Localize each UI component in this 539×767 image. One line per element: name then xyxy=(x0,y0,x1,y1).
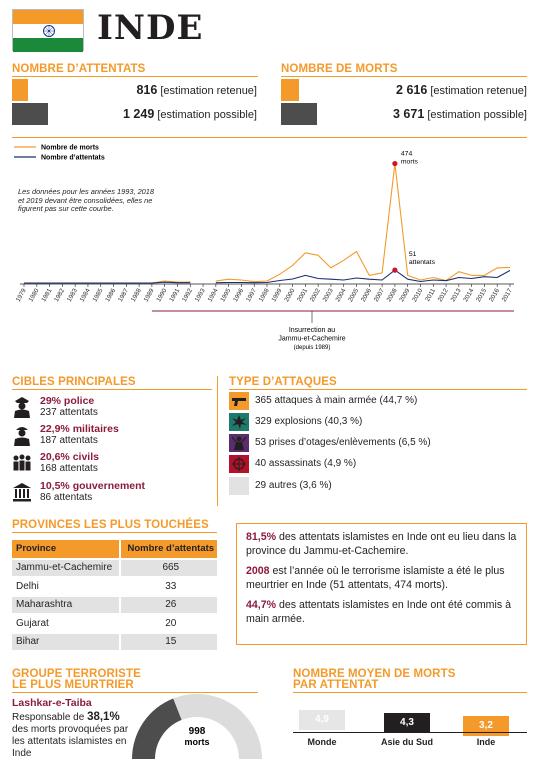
moyen-rule xyxy=(293,692,527,693)
x-tick-label: 1996 xyxy=(232,287,246,304)
page-title: INDE xyxy=(97,8,204,48)
morts-retenue-value: 2 616 xyxy=(396,83,428,97)
period-text: Jammu-et-Cachemire xyxy=(278,335,346,343)
x-tick-label: 1997 xyxy=(244,287,258,304)
legend-label-attentats: Nombre d’attentats xyxy=(41,154,105,162)
cible-item-civils xyxy=(40,452,99,474)
x-tick-label: 1998 xyxy=(257,287,271,304)
x-tick-label: 1983 xyxy=(65,287,79,304)
morts-possible-bar xyxy=(281,103,317,125)
peak-label-unit: morts xyxy=(400,158,418,166)
moyen-label-inde: Inde xyxy=(476,737,496,747)
morts-rule xyxy=(281,76,527,77)
provinces-table xyxy=(12,540,217,652)
province-name: Delhi xyxy=(12,577,120,596)
gun-icon xyxy=(229,392,249,410)
police-icon xyxy=(12,396,32,418)
table-row xyxy=(12,633,217,652)
groupe-donut xyxy=(132,687,262,767)
moyen-label-monde: Monde xyxy=(307,737,337,747)
province-name: Gujarat xyxy=(12,614,120,633)
attentats-possible-bar xyxy=(12,103,48,125)
x-tick-label: 1982 xyxy=(53,287,67,304)
attentats-retenue-label: [estimation retenue] xyxy=(160,85,257,97)
x-tick-label: 1988 xyxy=(129,287,143,304)
soldier-icon xyxy=(12,424,32,446)
moyen-bar-monde: 4,9 xyxy=(299,710,345,730)
cible-pct-police: 29% police xyxy=(40,395,95,407)
x-tick-label: 1994 xyxy=(206,287,220,304)
cibles-heading: CIBLES PRINCIPALES xyxy=(12,376,136,388)
table-row xyxy=(12,596,217,615)
x-tick-label: 2000 xyxy=(283,287,297,304)
fact-item xyxy=(246,531,517,558)
period-text: (depuis 1989) xyxy=(293,345,331,351)
x-tick-label: 2015 xyxy=(475,287,489,304)
peak-label-unit: attentats xyxy=(408,259,435,267)
morts-heading: NOMBRE DE MORTS xyxy=(281,63,398,75)
facts-box xyxy=(236,523,527,645)
fact-strong: 81,5% xyxy=(246,531,277,543)
attentats-retenue xyxy=(136,83,257,97)
morts-retenue-bar xyxy=(281,79,299,101)
attentats-possible-label: [estimation possible] xyxy=(157,109,257,121)
types-heading: TYPE D’ATTAQUES xyxy=(229,376,337,388)
x-tick-label: 2010 xyxy=(411,287,425,304)
donut-arc-lashkar xyxy=(132,698,182,759)
x-tick-label: 2013 xyxy=(449,287,463,304)
assassination-icon xyxy=(229,455,249,473)
type-text-otages: 53 prises d’otages/enlèvements (6,5 %) xyxy=(255,437,431,448)
x-tick-label: 1987 xyxy=(116,287,131,304)
groupe-heading-line1: GROUPE TERRORISTE xyxy=(12,668,141,680)
x-tick-label: 2011 xyxy=(424,287,437,303)
groupe-pct: 38,1% xyxy=(87,711,120,723)
x-tick-label: 1995 xyxy=(219,287,233,304)
period-text: Insurrection au xyxy=(288,327,336,334)
x-tick-label: 2012 xyxy=(436,287,450,304)
cible-count-gouvernement: 86 attentats xyxy=(40,492,93,503)
morts-retenue xyxy=(396,83,527,97)
cible-pct-civils: 20,6% civils xyxy=(40,451,99,463)
india-flag xyxy=(12,9,84,51)
province-name: Jammu-et-Cachemire xyxy=(12,559,120,578)
morts-possible-label: [estimation possible] xyxy=(427,109,527,121)
donut-arc-others xyxy=(173,694,262,759)
hostage-icon xyxy=(229,434,249,452)
province-value: 20 xyxy=(120,614,217,633)
fact-text: des attentats islamistes en Inde ont eu lieu dans la province du Jammu-et-Cachemire. xyxy=(246,531,517,557)
line-chart xyxy=(0,138,539,360)
groupe-description xyxy=(12,711,130,760)
fact-strong: 2008 xyxy=(246,565,270,577)
x-tick-label: 2004 xyxy=(334,287,348,304)
chart-legend xyxy=(14,145,105,162)
moyen-heading-line2: PAR ATTENTAT xyxy=(293,679,379,691)
x-tick-label: 2003 xyxy=(321,287,335,304)
table-row xyxy=(12,559,217,578)
provinces-rule xyxy=(12,532,217,533)
groupe-text-b: des morts provoquées par les attentats islamistes en Inde xyxy=(12,724,129,759)
moyen-baseline xyxy=(293,732,527,733)
chart-lines xyxy=(24,151,510,283)
chart-note: Les données pour les années 1993, 2018 et 2019 devant être consolidées, elles ne figurent pas sur cette courbe. xyxy=(18,187,155,213)
period-annotation xyxy=(152,311,514,351)
x-tick-label: 1979 xyxy=(14,287,28,304)
type-text-autres: 29 autres (3,6 %) xyxy=(255,480,332,491)
x-tick-label: 1986 xyxy=(104,287,118,304)
section-divider xyxy=(217,376,218,506)
table-row xyxy=(12,614,217,633)
groupe-heading-line2: LE PLUS MEURTRIER xyxy=(12,679,134,691)
province-name: Bihar xyxy=(12,633,120,652)
series-line-0 xyxy=(24,164,510,283)
cible-count-militaires: 187 attentats xyxy=(40,435,98,446)
province-name: Maharashtra xyxy=(12,596,120,615)
fact-text: des attentats islamistes en Inde ont été commis à main armée. xyxy=(246,599,511,625)
peak-marker xyxy=(392,268,397,273)
x-tick-label: 2017 xyxy=(500,287,514,304)
peak-marker xyxy=(392,161,397,166)
x-tick-label: 1980 xyxy=(27,287,41,304)
morts-retenue-label: [estimation retenue] xyxy=(430,85,527,97)
government-icon xyxy=(12,481,32,503)
x-tick-label: 2014 xyxy=(462,287,476,304)
cible-pct-militaires: 22,9% militaires xyxy=(40,423,119,435)
cible-item-gouvernement xyxy=(40,481,145,503)
fact-text: est l’année où le terrorisme islamiste a été le plus meurtrier en Inde (51 attentats, 474 morts). xyxy=(246,565,505,591)
x-tick-label: 1984 xyxy=(78,287,92,304)
cibles-rule xyxy=(12,389,212,390)
fact-item xyxy=(246,599,517,626)
moyen-bar-inde: 3,2 xyxy=(463,716,509,736)
table-header-province: Province xyxy=(12,540,120,559)
cible-count-police: 237 attentats xyxy=(40,407,98,418)
x-tick-label: 1999 xyxy=(270,287,284,304)
province-value: 33 xyxy=(120,577,217,596)
x-tick-label: 1990 xyxy=(155,287,169,304)
x-tick-label: 2016 xyxy=(487,287,501,304)
type-text-explosions: 329 explosions (40,3 %) xyxy=(255,416,363,427)
table-row xyxy=(12,577,217,596)
moyen-label-asie: Asie du Sud xyxy=(380,737,433,747)
cible-count-civils: 168 attentats xyxy=(40,463,98,474)
explosion-icon xyxy=(229,413,249,431)
donut-center-unit: morts xyxy=(184,737,210,747)
attentats-possible-value: 1 249 xyxy=(122,107,155,121)
peak-label-value: 474 xyxy=(400,150,413,158)
x-tick-label: 1981 xyxy=(40,287,54,304)
morts-possible xyxy=(393,107,527,121)
fact-strong: 44,7% xyxy=(246,599,277,611)
x-tick-label: 1985 xyxy=(91,287,105,304)
groupe-heading xyxy=(12,669,141,691)
types-rule xyxy=(229,389,527,390)
table-header-nombre: Nombre d’attentats xyxy=(120,540,217,559)
cible-item-militaires xyxy=(40,424,119,446)
province-value: 665 xyxy=(120,559,217,578)
chart-axis xyxy=(15,284,514,303)
provinces-heading: PROVINCES LES PLUS TOUCHÉES xyxy=(12,519,209,531)
civilians-icon xyxy=(12,452,32,474)
x-tick-label: 2002 xyxy=(308,287,322,304)
cible-pct-gouvernement: 10,5% gouvernement xyxy=(40,480,146,492)
x-tick-label: 2005 xyxy=(347,287,361,304)
attentats-rule xyxy=(12,76,258,77)
x-tick-label: 1992 xyxy=(180,287,194,304)
legend-label-morts: Nombre de morts xyxy=(41,144,99,152)
groupe-text-a: Responsable de xyxy=(12,712,88,723)
attentats-heading: NOMBRE D’ATTENTATS xyxy=(12,63,146,75)
table-header-row xyxy=(12,540,217,559)
cible-item-police xyxy=(40,396,98,418)
morts-possible-value: 3 671 xyxy=(392,107,425,121)
groupe-name: Lashkar-e-Taiba xyxy=(12,697,92,709)
attentats-possible xyxy=(123,107,257,121)
autres-swatch xyxy=(229,477,249,495)
moyen-heading xyxy=(293,669,455,691)
ashoka-wheel-icon xyxy=(42,24,56,38)
attentats-retenue-bar xyxy=(12,79,28,101)
x-tick-label: 2006 xyxy=(359,287,374,304)
province-value: 15 xyxy=(120,633,217,652)
x-tick-label: 2001 xyxy=(296,287,310,304)
x-tick-label: 1991 xyxy=(168,287,182,304)
x-tick-label: 1993 xyxy=(193,287,207,304)
type-text-main-armee: 365 attaques à main armée (44,7 %) xyxy=(255,395,418,406)
attentats-retenue-value: 816 xyxy=(136,83,158,97)
moyen-bar-asie: 4,3 xyxy=(384,713,430,733)
x-tick-label: 2009 xyxy=(398,287,412,304)
x-tick-label: 2007 xyxy=(372,287,386,304)
province-value: 26 xyxy=(120,596,217,615)
x-tick-label: 1989 xyxy=(142,287,156,304)
x-tick-label: 2008 xyxy=(385,287,399,304)
fact-item xyxy=(246,565,517,592)
peak-label-value: 51 xyxy=(408,251,417,259)
type-text-assassinats: 40 assassinats (4,9 %) xyxy=(255,458,357,469)
donut-center-value: 998 xyxy=(188,726,206,737)
moyen-heading-line1: NOMBRE MOYEN DE MORTS xyxy=(293,668,456,680)
